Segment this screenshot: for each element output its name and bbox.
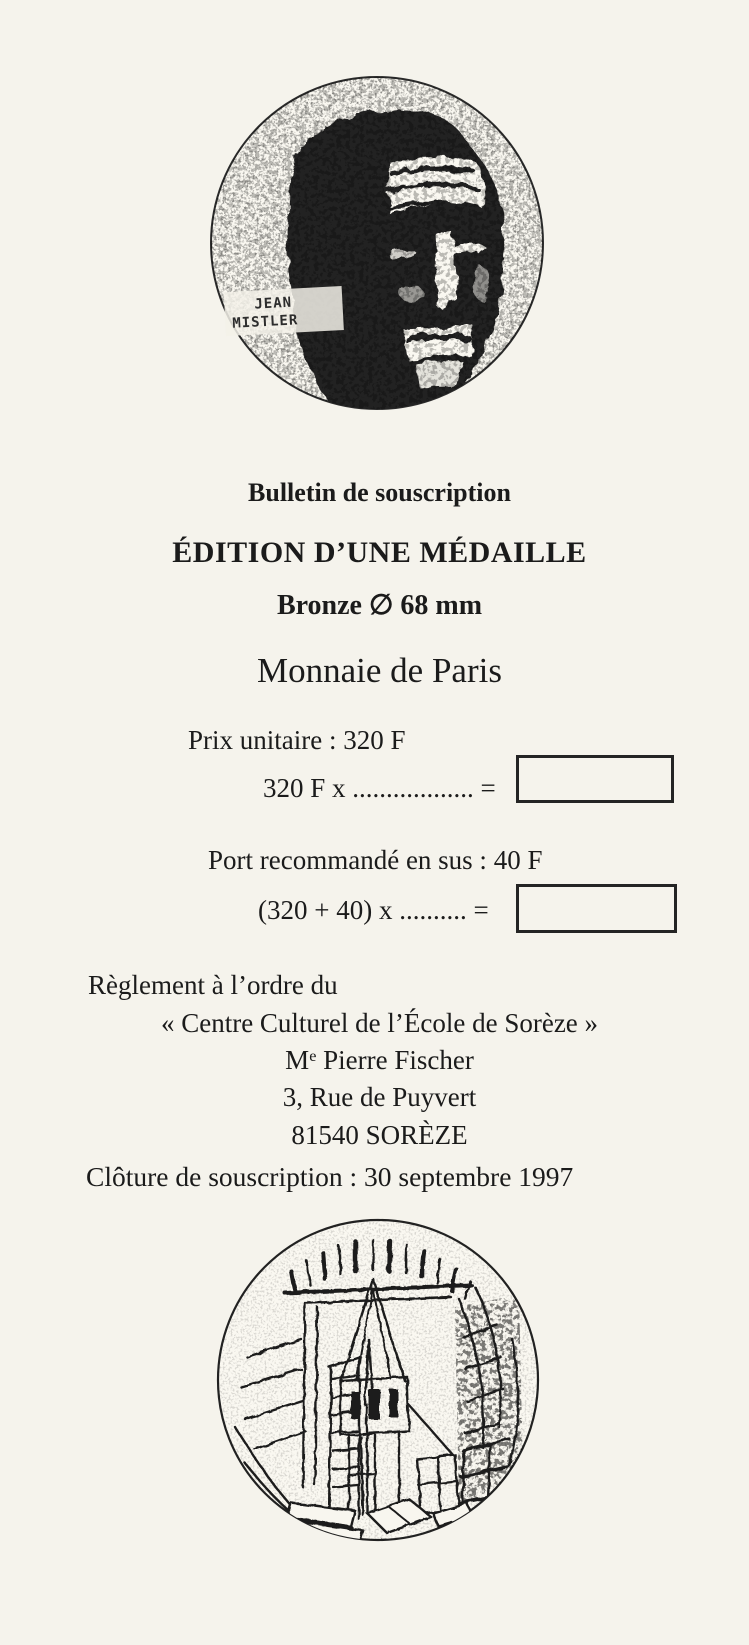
payment-intro: Règlement à l’ordre du xyxy=(88,970,338,1000)
artist-signature xyxy=(224,286,344,336)
address-city: 81540 SORÈZE xyxy=(291,1120,468,1150)
name-rest: Pierre Fischer xyxy=(316,1045,474,1075)
unit-price-label: Prix unitaire : 320 F xyxy=(188,725,406,755)
photocopy-grain-coarse xyxy=(205,71,549,415)
signature-line2: MISTLER xyxy=(231,312,299,332)
shipping-label: Port recommandé en sus : 40 F xyxy=(208,845,543,875)
total-amount-box[interactable] xyxy=(516,884,677,933)
medal-obverse-image xyxy=(205,71,549,415)
medal-reverse-image xyxy=(213,1215,543,1545)
total-calc-label: (320 + 40) x .......... = xyxy=(258,895,489,925)
unit-calc-label: 320 F x .................. = xyxy=(263,773,496,803)
deadline-line: Clôture de souscription : 30 septembre 1997 xyxy=(86,1161,574,1192)
signature-line1: JEAN xyxy=(253,294,293,313)
form-title: Bulletin de souscription xyxy=(248,478,511,507)
unit-amount-box[interactable] xyxy=(516,755,674,803)
name-prefix: M xyxy=(285,1045,310,1075)
name-superscript: e xyxy=(309,1046,317,1065)
mint-name: Monnaie de Paris xyxy=(257,651,502,690)
payee-contact xyxy=(10,1046,749,1076)
bronze-diameter-line: Bronze ∅ 68 mm xyxy=(276,590,483,621)
address-street: 3, Rue de Puyvert xyxy=(282,1082,477,1112)
edition-title: ÉDITION D’UNE MÉDAILLE xyxy=(172,536,587,569)
payee-name: « Centre Culturel de l’École de Sorèze » xyxy=(160,1008,599,1038)
